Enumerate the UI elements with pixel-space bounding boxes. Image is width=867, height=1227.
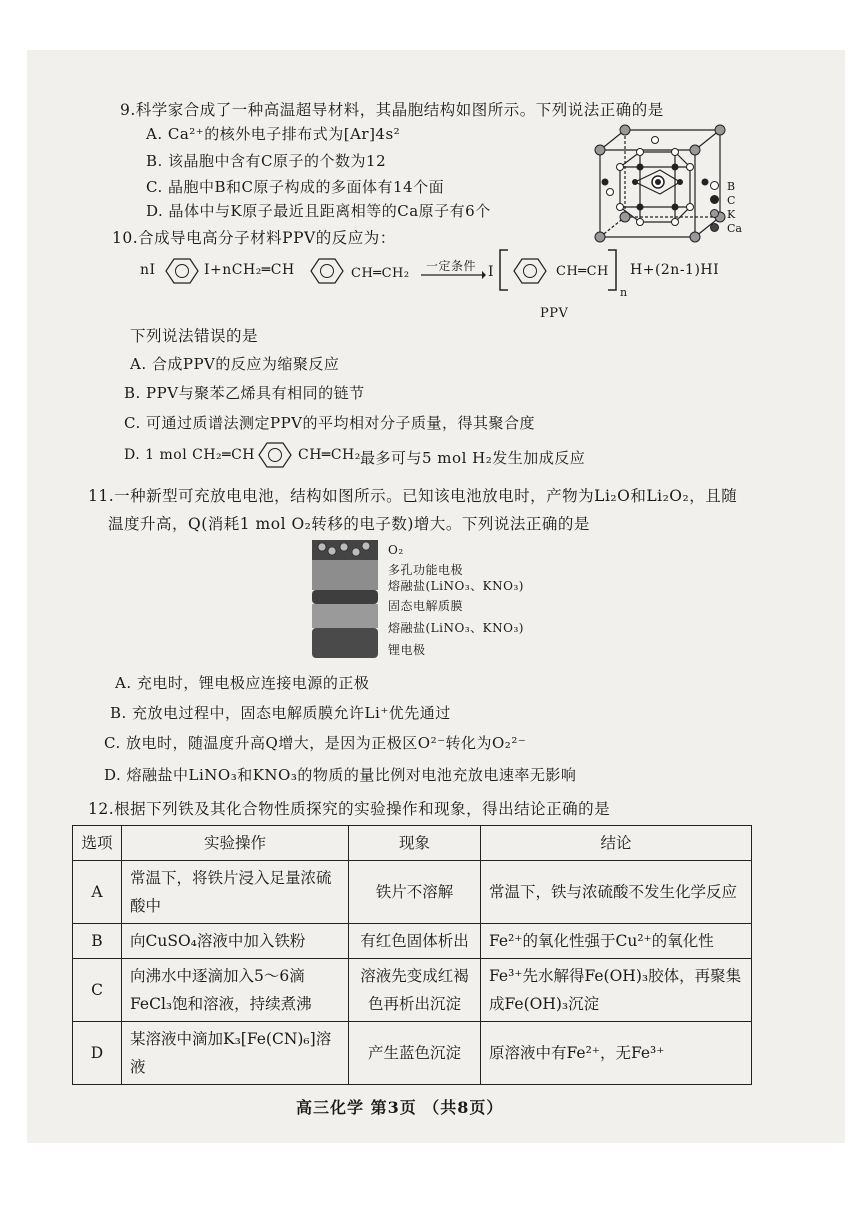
table-row bbox=[73, 861, 752, 924]
cell-phenomenon: 溶液先变成红褐色再析出沉淀 bbox=[349, 959, 481, 1022]
q10-condition: 一定条件 bbox=[426, 259, 477, 273]
legend-k: K bbox=[727, 208, 736, 221]
legend-ca: Ca bbox=[727, 222, 742, 235]
cell-conclusion: Fe³⁺先水解得Fe(OH)₃胶体，再聚集成Fe(OH)₃沉淀 bbox=[481, 959, 752, 1022]
q10-reactant-ni: nI bbox=[140, 262, 156, 278]
q11-option-d: D. 熔融盐中LiNO₃和KNO₃的物质的量比例对电池充放电速率无影响 bbox=[104, 766, 577, 784]
legend-b: B bbox=[727, 180, 736, 193]
q10-subscript-n: n bbox=[620, 286, 628, 299]
table-row bbox=[73, 924, 752, 959]
cell-phenomenon: 铁片不溶解 bbox=[349, 861, 481, 924]
q10-stem: 10.合成导电高分子材料PPV的反应为： bbox=[112, 229, 396, 247]
q10-option-b: B. PPV与聚苯乙烯具有相同的链节 bbox=[124, 384, 365, 402]
table-row bbox=[73, 1022, 752, 1085]
q11-option-a: A. 充电时，锂电极应连接电源的正极 bbox=[115, 674, 370, 692]
table-row bbox=[73, 959, 752, 1022]
battery-label-membrane: 固态电解质膜 bbox=[388, 599, 464, 613]
cell-operation: 向沸水中逐滴加入5～6滴FeCl₃饱和溶液，持续煮沸 bbox=[122, 959, 349, 1022]
q9-option-d: D. 晶体中与K原子最近且距离相等的Ca原子有6个 bbox=[146, 202, 491, 220]
table-header-row bbox=[73, 826, 752, 861]
battery-structure-figure bbox=[310, 538, 382, 660]
q11-stem-line2: 温度升高，Q(消耗1 mol O₂转移的电子数)增大。下列说法正确的是 bbox=[108, 515, 590, 533]
benzene-ring-icon bbox=[305, 256, 349, 286]
cell-option: B bbox=[73, 924, 122, 959]
q9-stem: 9.科学家合成了一种高温超导材料，其晶胞结构如图所示。下列说法正确的是 bbox=[120, 101, 664, 119]
cell-operation: 某溶液中滴加K₃[Fe(CN)₆]溶液 bbox=[122, 1022, 349, 1085]
header-option: 选项 bbox=[73, 826, 122, 861]
q9-option-c: C. 晶胞中B和C原子构成的多面体有14个面 bbox=[146, 178, 445, 196]
q10-product-start: I bbox=[488, 264, 495, 280]
q10-reactant-mid: I+nCH₂═CH bbox=[204, 262, 295, 278]
battery-label-molten-salt-2: 熔融盐(LiNO₃、KNO₃) bbox=[388, 621, 524, 635]
q10-option-a: A. 合成PPV的反应为缩聚反应 bbox=[130, 355, 340, 373]
cell-conclusion: Fe²⁺的氧化性强于Cu²⁺的氧化性 bbox=[481, 924, 752, 959]
q12-table bbox=[72, 825, 752, 1085]
legend-hatched-circle-icon bbox=[710, 209, 719, 218]
benzene-ring-icon bbox=[508, 256, 552, 286]
header-operation: 实验操作 bbox=[122, 826, 349, 861]
q10-option-c: C. 可通过质谱法测定PPV的平均相对分子质量，得其聚合度 bbox=[124, 414, 535, 432]
battery-label-electrode: 多孔功能电极 bbox=[388, 563, 464, 577]
battery-label-molten-salt-1: 熔融盐(LiNO₃、KNO₃) bbox=[388, 579, 524, 593]
q10-reactant-end: CH═CH₂ bbox=[351, 266, 410, 281]
cell-conclusion: 原溶液中有Fe²⁺，无Fe³⁺ bbox=[481, 1022, 752, 1085]
q11-option-c: C. 放电时，随温度升高Q增大，是因为正极区O²⁻转化为O₂²⁻ bbox=[104, 734, 527, 752]
cell-conclusion: 常温下，铁与浓硫酸不发生化学反应 bbox=[481, 861, 752, 924]
q10-option-d-mid: CH═CH₂ bbox=[298, 447, 361, 463]
benzene-ring-icon bbox=[160, 256, 204, 286]
q10-product-end: H+(2n-1)HI bbox=[630, 262, 720, 278]
q12-stem: 12.根据下列铁及其化合物性质探究的实验操作和现象，得出结论正确的是 bbox=[88, 800, 611, 818]
q10-prompt: 下列说法错误的是 bbox=[130, 327, 259, 345]
cell-operation: 常温下，将铁片浸入足量浓硫酸中 bbox=[122, 861, 349, 924]
q10-product-name: PPV bbox=[540, 306, 569, 321]
battery-label-o2: O₂ bbox=[388, 543, 404, 557]
reaction-arrow-icon bbox=[420, 270, 486, 280]
benzene-ring-icon bbox=[253, 440, 297, 470]
battery-label-lithium: 锂电极 bbox=[388, 643, 426, 657]
cell-phenomenon: 有红色固体析出 bbox=[349, 924, 481, 959]
page-footer: 高三化学 第3页 （共8页） bbox=[296, 1098, 504, 1117]
cell-operation: 向CuSO₄溶液中加入铁粉 bbox=[122, 924, 349, 959]
q9-option-a: A. Ca²⁺的核外电子排布式为[Ar]4s² bbox=[146, 125, 401, 143]
header-phenomenon: 现象 bbox=[349, 826, 481, 861]
q10-product-mid: CH═CH bbox=[556, 264, 609, 279]
legend-c: C bbox=[727, 194, 736, 207]
cell-option: D bbox=[73, 1022, 122, 1085]
cell-phenomenon: 产生蓝色沉淀 bbox=[349, 1022, 481, 1085]
q9-option-b: B. 该晶胞中含有C原子的个数为12 bbox=[146, 152, 387, 170]
cell-option: C bbox=[73, 959, 122, 1022]
q11-option-b: B. 充放电过程中，固态电解质膜允许Li⁺优先通过 bbox=[110, 704, 451, 722]
q11-stem-line1: 11.一种新型可充放电电池，结构如图所示。已知该电池放电时，产物为Li₂O和Li₂O₂，且随 bbox=[88, 487, 738, 505]
q10-option-d-post: 最多可与5 mol H₂发生加成反应 bbox=[360, 449, 586, 467]
legend-open-circle-icon bbox=[710, 181, 719, 190]
crystal-legend bbox=[710, 180, 742, 236]
cell-option: A bbox=[73, 861, 122, 924]
header-conclusion: 结论 bbox=[481, 826, 752, 861]
legend-filled-circle-icon bbox=[710, 195, 719, 204]
q10-option-d-pre: D. 1 mol CH₂═CH bbox=[124, 447, 255, 463]
legend-dark-circle-icon bbox=[710, 223, 719, 232]
